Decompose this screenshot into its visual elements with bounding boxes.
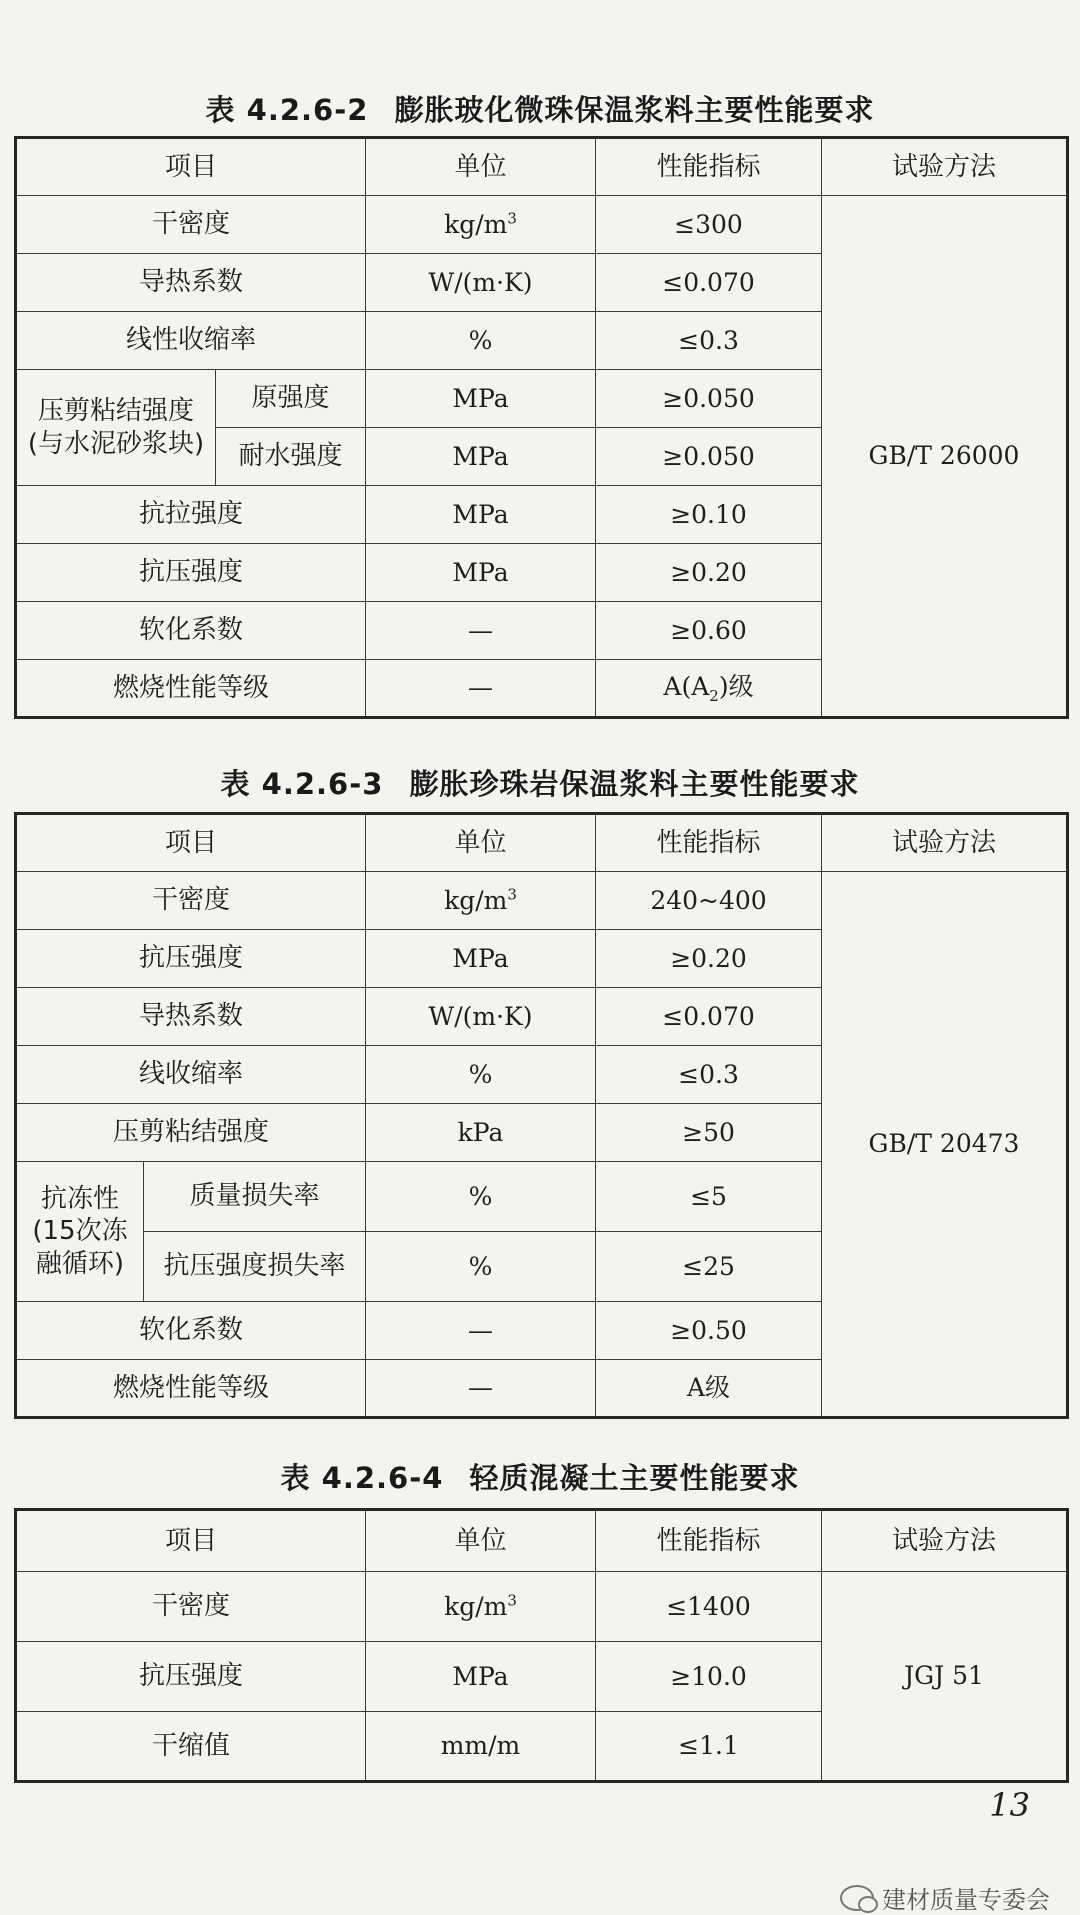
- cell-value: ≤1.1: [596, 1712, 822, 1782]
- cell-method: JGJ 51: [822, 1572, 1068, 1782]
- table4-title: 轻质混凝土主要性能要求: [469, 1461, 800, 1495]
- cell-item: 抗拉强度: [16, 486, 366, 544]
- cell-item: 耐水强度: [216, 428, 366, 486]
- cell-unit: MPa: [366, 486, 596, 544]
- cell-group: 抗冻性(15次冻融循环): [16, 1162, 144, 1302]
- header-unit: 单位: [366, 138, 596, 196]
- table2: [14, 136, 1069, 719]
- cell-item: 导热系数: [16, 254, 366, 312]
- cell-unit: MPa: [366, 1642, 596, 1712]
- cell-item: 原强度: [216, 370, 366, 428]
- cell-unit: [366, 196, 596, 254]
- cell-value: [596, 660, 822, 718]
- cell-unit: W/(m·K): [366, 988, 596, 1046]
- table-row: [16, 1510, 1068, 1572]
- table-row: [16, 1572, 1068, 1642]
- table-row: [16, 196, 1068, 254]
- cell-value: ≥0.60: [596, 602, 822, 660]
- cell-unit: —: [366, 602, 596, 660]
- cell-unit: %: [366, 1162, 596, 1232]
- unit-sup: 3: [507, 885, 517, 904]
- cell-value: ≥10.0: [596, 1642, 822, 1712]
- cell-item: 抗压强度: [16, 1642, 366, 1712]
- cell-item: 质量损失率: [144, 1162, 366, 1232]
- header-value: 性能指标: [596, 814, 822, 872]
- cell-item: 导热系数: [16, 988, 366, 1046]
- table2-title: 膨胀玻化微珠保温浆料主要性能要求: [394, 93, 875, 127]
- cell-value: ≤300: [596, 196, 822, 254]
- watermark-text: 建材质量专委会: [882, 1886, 1050, 1914]
- page-number: 13: [989, 1786, 1030, 1824]
- cell-unit: %: [366, 1232, 596, 1302]
- cell-unit: MPa: [366, 930, 596, 988]
- cell-value: ≤0.3: [596, 1046, 822, 1104]
- cell-item: 抗压强度: [16, 930, 366, 988]
- cell-value: ≤1400: [596, 1572, 822, 1642]
- header-unit: 单位: [366, 1510, 596, 1572]
- cell-unit: W/(m·K): [366, 254, 596, 312]
- header-unit: 单位: [366, 814, 596, 872]
- cell-value: A级: [596, 1360, 822, 1418]
- table3-number: 表 4.2.6-3: [220, 767, 384, 801]
- cell-value: ≥0.50: [596, 1302, 822, 1360]
- cell-item: 抗压强度: [16, 544, 366, 602]
- cell-value: ≥0.20: [596, 544, 822, 602]
- cell-item: 燃烧性能等级: [16, 1360, 366, 1418]
- value-sub: 2: [709, 686, 719, 705]
- header-method: 试验方法: [822, 138, 1068, 196]
- watermark: [840, 1880, 1050, 1915]
- table3: [14, 812, 1069, 1419]
- cell-unit: MPa: [366, 544, 596, 602]
- table3-caption: [0, 762, 1080, 803]
- header-value: 性能指标: [596, 1510, 822, 1572]
- cell-group: 压剪粘结强度(与水泥砂浆块): [16, 370, 216, 486]
- unit-base: kg/m: [444, 885, 508, 915]
- cell-value: ≥0.20: [596, 930, 822, 988]
- unit-base: kg/m: [444, 1591, 508, 1621]
- cell-unit: —: [366, 660, 596, 718]
- table-row: [16, 872, 1068, 930]
- value-pre: A(A: [663, 671, 710, 701]
- cell-item: 软化系数: [16, 1302, 366, 1360]
- cell-value: ≤0.070: [596, 254, 822, 312]
- header-method: 试验方法: [822, 814, 1068, 872]
- value-post: )级: [718, 671, 754, 701]
- cell-item: 燃烧性能等级: [16, 660, 366, 718]
- cell-item: 线性收缩率: [16, 312, 366, 370]
- cell-unit: mm/m: [366, 1712, 596, 1782]
- header-value: 性能指标: [596, 138, 822, 196]
- cell-unit: [366, 872, 596, 930]
- cell-item: 软化系数: [16, 602, 366, 660]
- header-item: 项目: [16, 814, 366, 872]
- table-row: [16, 138, 1068, 196]
- cell-unit: MPa: [366, 428, 596, 486]
- unit-sup: 3: [507, 1591, 517, 1610]
- cell-value: ≤5: [596, 1162, 822, 1232]
- unit-base: kg/m: [444, 209, 508, 239]
- cell-unit: MPa: [366, 370, 596, 428]
- cell-item: 干密度: [16, 872, 366, 930]
- cell-unit: %: [366, 312, 596, 370]
- cell-item: 线收缩率: [16, 1046, 366, 1104]
- table-row: [16, 814, 1068, 872]
- table2-number: 表 4.2.6-2: [205, 93, 369, 127]
- cell-unit: —: [366, 1360, 596, 1418]
- table2-caption: [0, 88, 1080, 129]
- cell-value: 240~400: [596, 872, 822, 930]
- table3-title: 膨胀珍珠岩保温浆料主要性能要求: [409, 767, 860, 801]
- cell-method: GB/T 26000: [822, 196, 1068, 718]
- cell-unit: [366, 1572, 596, 1642]
- header-item: 项目: [16, 138, 366, 196]
- unit-sup: 3: [507, 209, 517, 228]
- cell-item: 干密度: [16, 1572, 366, 1642]
- cell-value: ≤25: [596, 1232, 822, 1302]
- cell-value: ≤0.070: [596, 988, 822, 1046]
- cell-value: ≥50: [596, 1104, 822, 1162]
- header-method: 试验方法: [822, 1510, 1068, 1572]
- wechat-icon: [840, 1885, 874, 1911]
- table4: [14, 1508, 1069, 1783]
- cell-item: 干缩值: [16, 1712, 366, 1782]
- cell-item: 抗压强度损失率: [144, 1232, 366, 1302]
- cell-method: GB/T 20473: [822, 872, 1068, 1418]
- cell-value: ≥0.050: [596, 428, 822, 486]
- header-item: 项目: [16, 1510, 366, 1572]
- table4-number: 表 4.2.6-4: [280, 1461, 444, 1495]
- cell-value: ≥0.10: [596, 486, 822, 544]
- cell-value: ≥0.050: [596, 370, 822, 428]
- cell-unit: %: [366, 1046, 596, 1104]
- cell-unit: kPa: [366, 1104, 596, 1162]
- cell-item: 压剪粘结强度: [16, 1104, 366, 1162]
- cell-item: 干密度: [16, 196, 366, 254]
- cell-value: ≤0.3: [596, 312, 822, 370]
- table4-caption: [0, 1456, 1080, 1497]
- cell-unit: —: [366, 1302, 596, 1360]
